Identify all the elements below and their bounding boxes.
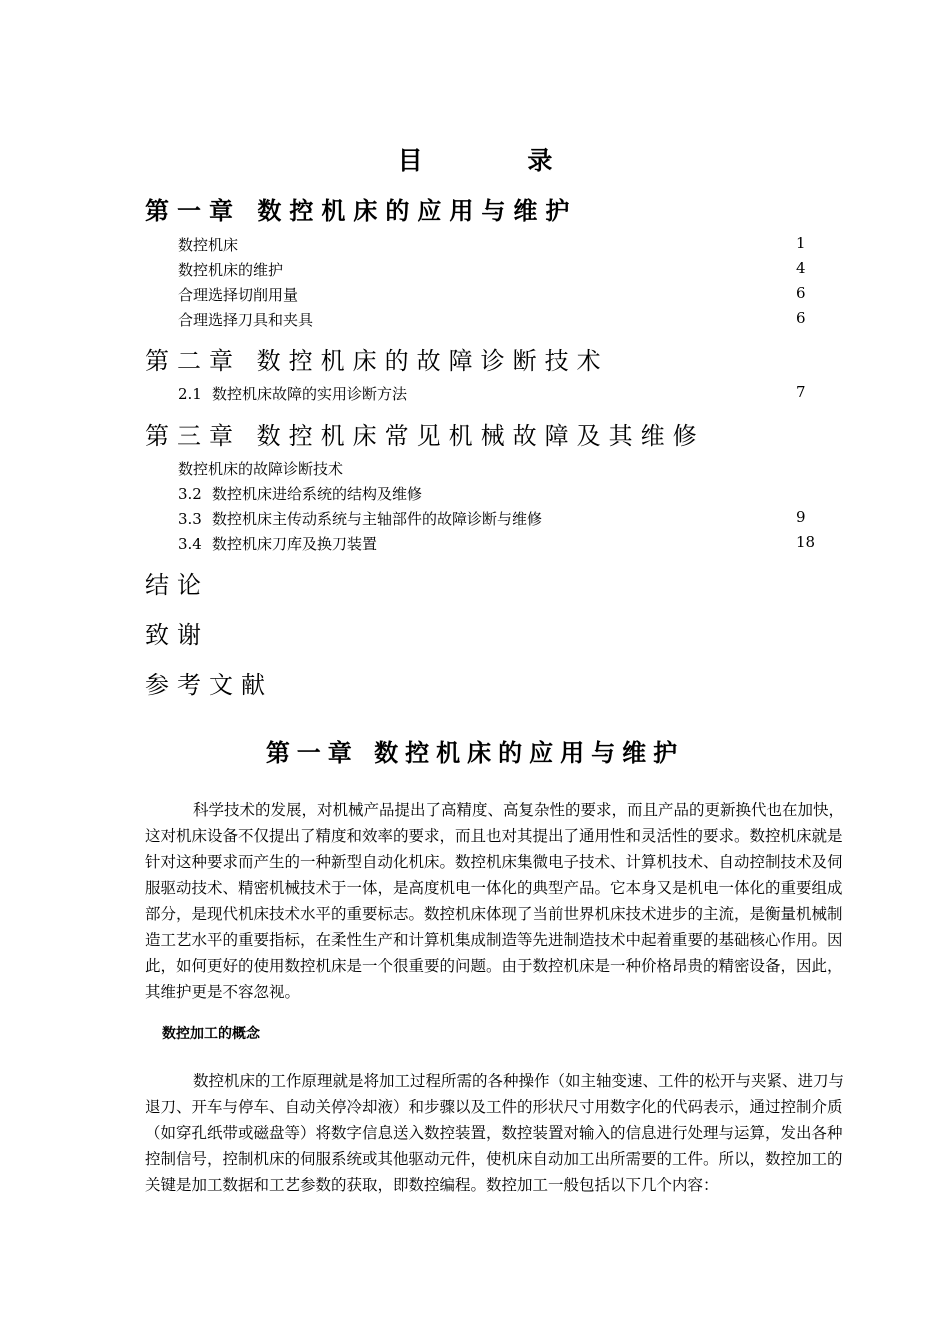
toc-entry[interactable] bbox=[178, 458, 343, 479]
toc-entry-number: 3.2 bbox=[178, 485, 202, 503]
section-subheading: 数控加工的概念 bbox=[162, 1026, 260, 1042]
toc-entry-label: 数控机床 bbox=[178, 236, 239, 254]
toc-entry-number: 2.1 bbox=[178, 385, 202, 403]
toc-entry[interactable] bbox=[178, 533, 377, 554]
toc-entry-label: 数控机床的维护 bbox=[178, 261, 284, 279]
toc-conclusion[interactable]: 结论 bbox=[145, 571, 209, 599]
chapter1-paragraph-2: 数控机床的工作原理就是将加工过程所需的各种操作（如主轴变速、工件的松开与夹紧、进刀与退刀、开车与停车、自动关停冷却液）和步骤以及工件的形状尺寸用数字化的代码表示，通过控制介质（如穿孔纸带或磁盘等）将数字信息送入数控装置，数控装置对输入的信息进行处理与运算，发出各种控制信号，控制机床的伺服系统或其他驱动元件，使机床自动加工出所需要的工件。所以，数控加工的关键是加工数据和工艺参数的获取，即数控编程。数控加工一般包括以下几个内容： bbox=[145, 1072, 845, 1194]
toc-thanks[interactable]: 致谢 bbox=[145, 621, 209, 649]
toc-entry[interactable] bbox=[178, 508, 542, 529]
toc-entry-number: 3.3 bbox=[178, 510, 202, 528]
toc-entry-page: 1 bbox=[796, 234, 806, 252]
toc-entry-page: 9 bbox=[796, 508, 806, 526]
toc-entry-label: 合理选择切削用量 bbox=[178, 286, 299, 304]
toc-entry-label: 数控机床主传动系统与主轴部件的故障诊断与维修 bbox=[212, 510, 543, 528]
toc-entry[interactable] bbox=[178, 234, 238, 255]
toc-entry-label: 数控机床进给系统的结构及维修 bbox=[212, 485, 423, 503]
toc-title: 目 录 bbox=[397, 146, 601, 175]
toc-references[interactable]: 参考文献 bbox=[145, 671, 273, 699]
toc-chapter1-title[interactable]: 第一章 数控机床的应用与维护 bbox=[145, 197, 578, 225]
chapter1-heading: 第一章 数控机床的应用与维护 bbox=[265, 739, 685, 767]
toc-entry[interactable] bbox=[178, 284, 298, 305]
toc-entry-label: 数控机床刀库及换刀装置 bbox=[212, 535, 378, 553]
chapter1-paragraph-1: 科学技术的发展，对机械产品提出了高精度、高复杂性的要求，而且产品的更新换代也在加快，这对机床设备不仅提出了精度和效率的要求，而且也对其提出了通用性和灵活性的要求。数控机床就是针对这种要求而产生的一种新型自动化机床。数控机床集微电子技术、计算机技术、自动控制技术及伺服驱动技术、精密机械技术于一体，是高度机电一体化的典型产品。它本身又是机电一体化的重要组成部分，是现代机床技术水平的重要标志。数控机床体现了当前世界机床技术进步的主流，是衡量机械制造工艺水平的重要指标，在柔性生产和计算机集成制造等先进制造技术中起着重要的基础核心作用。因此，如何更好的使用数控机床是一个很重要的问题。由于数控机床是一种价格昂贵的精密设备，因此，其维护更是不容忽视。 bbox=[145, 801, 845, 1001]
toc-entry[interactable] bbox=[178, 483, 422, 504]
toc-entry-page: 18 bbox=[796, 533, 816, 551]
toc-entry[interactable] bbox=[178, 259, 283, 280]
toc-entry-label: 数控机床的故障诊断技术 bbox=[178, 460, 344, 478]
toc-entry-label: 数控机床故障的实用诊断方法 bbox=[212, 385, 408, 403]
toc-chapter2-title[interactable]: 第二章 数控机床的故障诊断技术 bbox=[145, 347, 609, 375]
toc-entry-page: 6 bbox=[796, 284, 806, 302]
toc-entry-number: 3.4 bbox=[178, 535, 202, 553]
toc-entry[interactable] bbox=[178, 309, 313, 330]
toc-entry-page: 4 bbox=[796, 259, 806, 277]
toc-entry-page: 7 bbox=[796, 383, 806, 401]
toc-chapter3-title[interactable]: 第三章 数控机床常见机械故障及其维修 bbox=[145, 422, 705, 450]
toc-entry-page: 6 bbox=[796, 309, 806, 327]
toc-entry-label: 合理选择刀具和夹具 bbox=[178, 311, 314, 329]
toc-entry[interactable] bbox=[178, 383, 407, 404]
